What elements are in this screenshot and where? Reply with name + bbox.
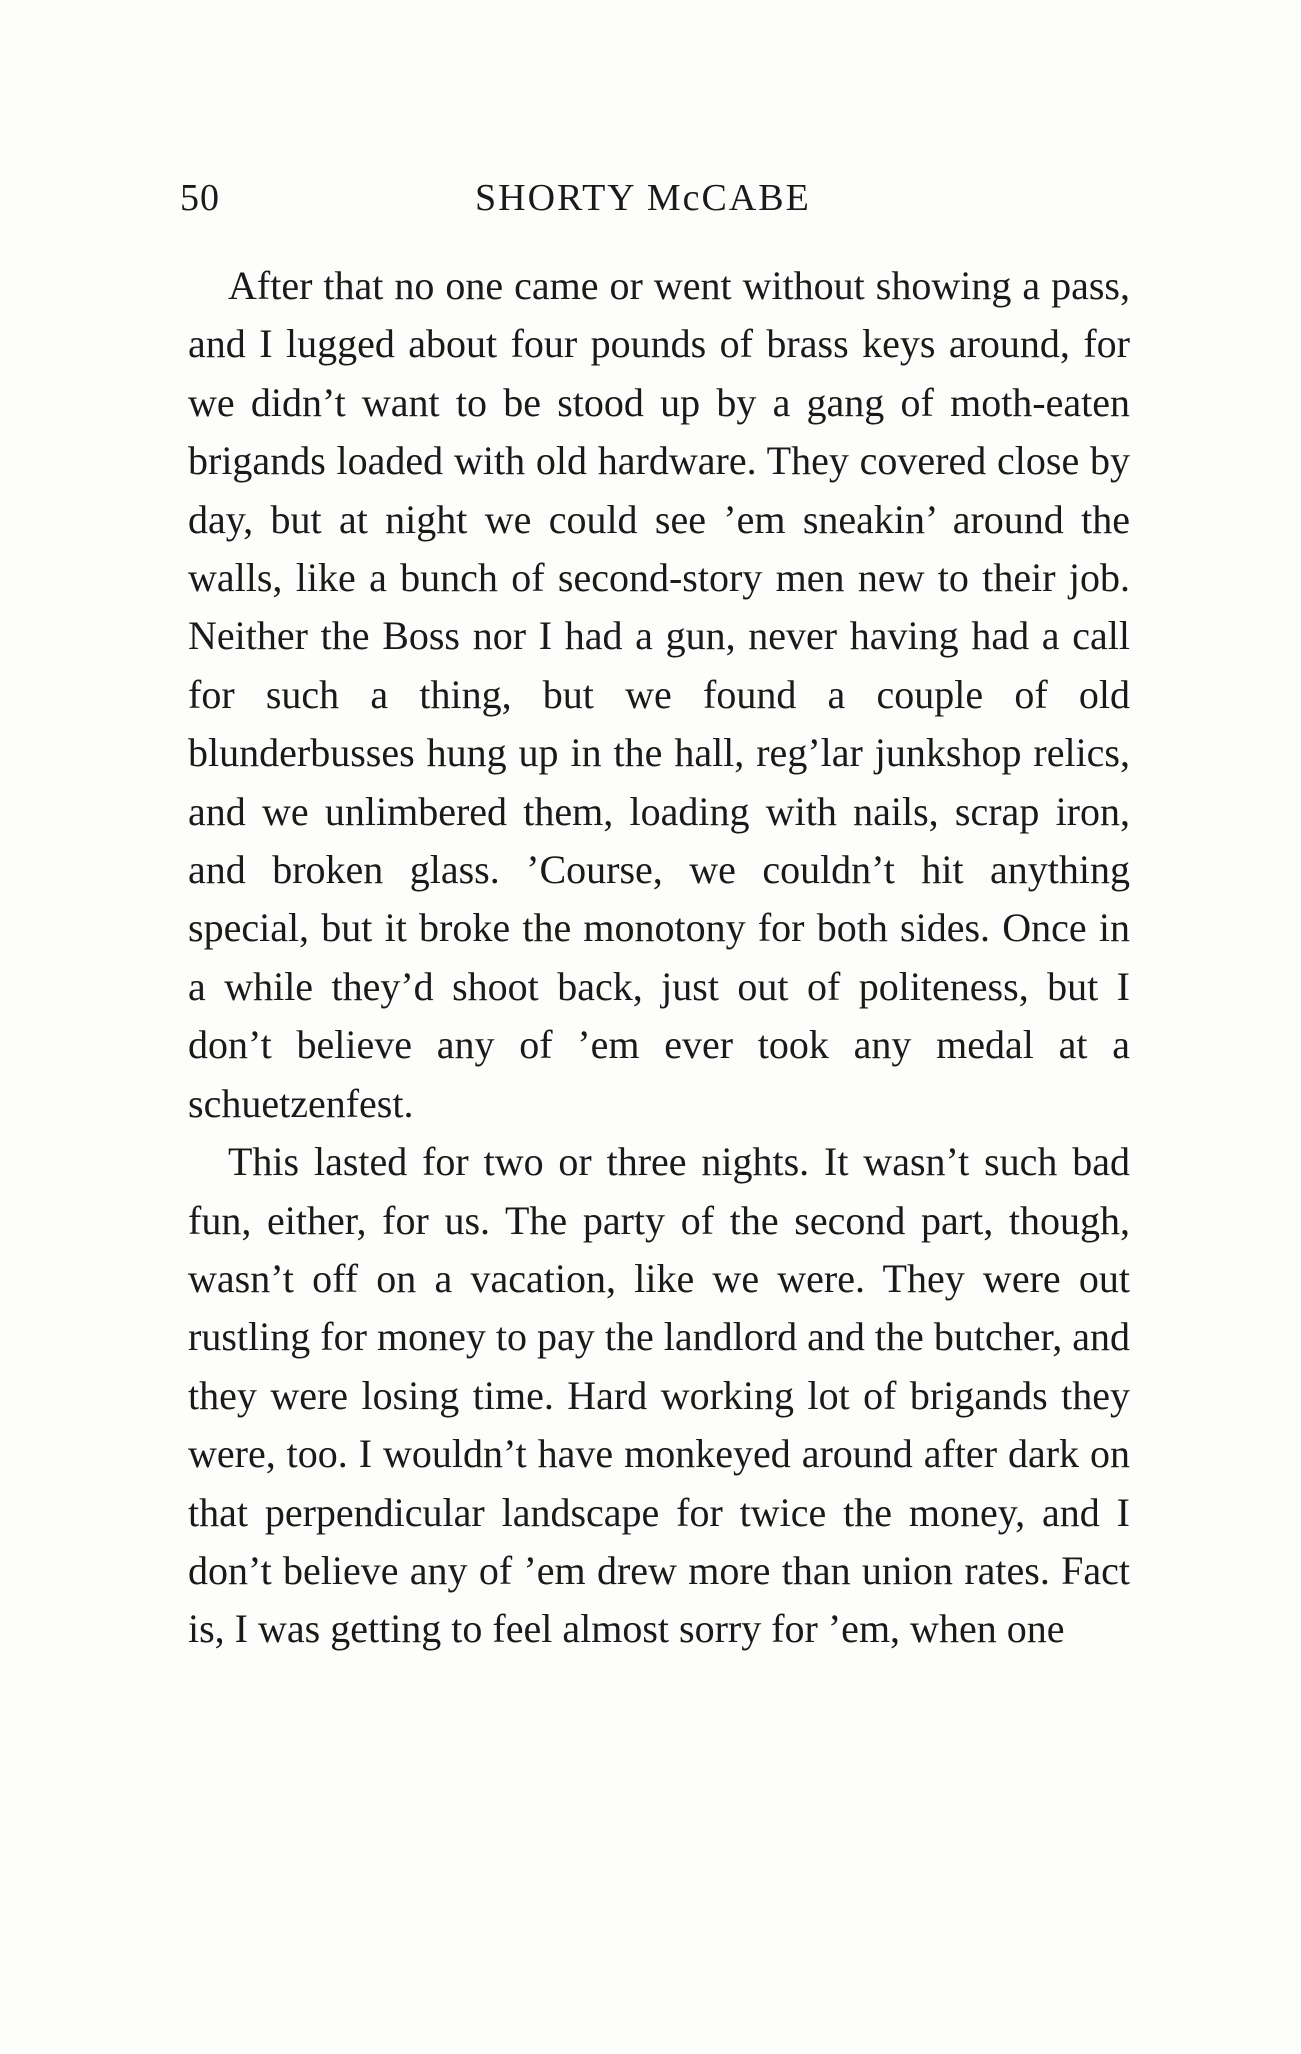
paragraph: After that no one came or went without showing a pass, and I lugged about four pounds of brass keys around, for we didn’t want to be stood up by a gang of moth-eaten brigands loaded with old hardware. They covered close by day, but at night we could see ’em sneakin’ around the walls, like a bunch of second-story men new to their job. Neither the Boss nor I had a gun, never having had a call for such a thing, but we found a couple of old blunderbusses hung up in the hall, reg’lar junkshop relics, and we unlimbered them, loading with nails, scrap iron, and broken glass. ’Course, we couldn’t hit anything special, but it broke the monotony for both sides. Once in a while they’d shoot back, just out of politeness, but I don’t believe any of ’em ever took any medal at a schuetzenfest.	[188, 263, 1130, 1126]
running-head	[180, 176, 1120, 226]
running-title: SHORTY McCABE	[475, 177, 811, 219]
paragraph: This lasted for two or three nights. It wasn’t such bad fun, either, for us. The party of the second part, though, wasn’t off on a vacation, like we were. They were out rustling for money to pay the landlord and the butcher, and they were losing time. Hard working lot of brigands they were, too. I wouldn’t have monkeyed around after dark on that perpendicular landscape for twice the money, and I don’t believe any of ’em drew more than union rates. Fact is, I was getting to feel almost sorry for ’em, when one	[188, 1139, 1130, 1652]
body-text	[188, 257, 1130, 1659]
page-number: 50	[180, 177, 220, 219]
